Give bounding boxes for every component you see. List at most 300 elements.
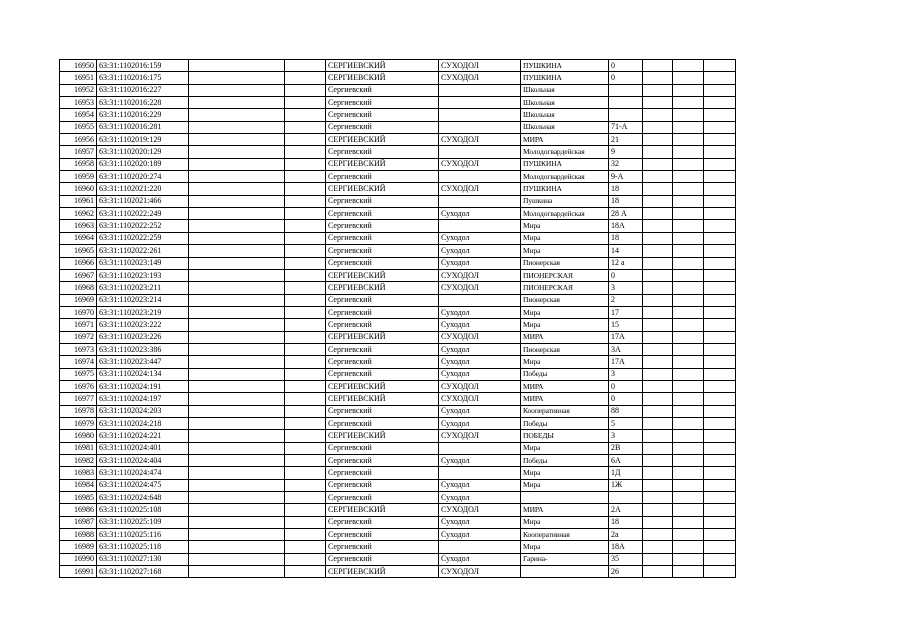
district-cell: Сергиевский bbox=[326, 232, 439, 244]
empty-cell bbox=[673, 479, 704, 491]
empty-cell bbox=[704, 171, 736, 183]
cadastral-number: 63:31:1102020:189 bbox=[97, 158, 189, 170]
house-number-cell: 28 А bbox=[609, 208, 643, 220]
empty-cell bbox=[673, 529, 704, 541]
house-number-cell: 2А bbox=[609, 504, 643, 516]
empty-cell bbox=[285, 479, 326, 491]
empty-cell bbox=[285, 442, 326, 454]
district-cell: СЕРГИЕВСКИЙ bbox=[326, 331, 439, 343]
empty-cell bbox=[643, 195, 673, 207]
empty-cell bbox=[673, 380, 704, 392]
empty-cell bbox=[673, 97, 704, 109]
district-cell: Сергиевский bbox=[326, 84, 439, 96]
empty-cell bbox=[673, 417, 704, 429]
street-cell: Мира bbox=[521, 306, 609, 318]
empty-cell bbox=[704, 467, 736, 479]
empty-cell bbox=[643, 306, 673, 318]
street-cell: Гарина- bbox=[521, 553, 609, 565]
table-row bbox=[60, 430, 736, 442]
empty-cell bbox=[189, 393, 285, 405]
street-cell: Мира bbox=[521, 479, 609, 491]
table-row bbox=[60, 566, 736, 578]
cadastral-number: 63:31:1102016:175 bbox=[97, 72, 189, 84]
house-number-cell bbox=[609, 109, 643, 121]
empty-cell bbox=[673, 343, 704, 355]
empty-cell bbox=[643, 60, 673, 72]
locality-cell: Суходол bbox=[439, 319, 521, 331]
cadastral-number: 63:31:1102016:228 bbox=[97, 97, 189, 109]
cadastral-number: 63:31:1102021:466 bbox=[97, 195, 189, 207]
empty-cell bbox=[643, 171, 673, 183]
district-cell: СЕРГИЕВСКИЙ bbox=[326, 430, 439, 442]
house-number-cell bbox=[609, 84, 643, 96]
empty-cell bbox=[285, 393, 326, 405]
row-number: 16979 bbox=[60, 417, 97, 429]
cadastral-number: 63:31:1102025:108 bbox=[97, 504, 189, 516]
empty-cell bbox=[285, 109, 326, 121]
cadastral-number: 63:31:1102024:191 bbox=[97, 380, 189, 392]
empty-cell bbox=[189, 183, 285, 195]
empty-cell bbox=[673, 195, 704, 207]
empty-cell bbox=[285, 134, 326, 146]
locality-cell bbox=[439, 121, 521, 133]
locality-cell: СУХОДОЛ bbox=[439, 269, 521, 281]
empty-cell bbox=[189, 171, 285, 183]
row-number: 16964 bbox=[60, 232, 97, 244]
district-cell: Сергиевский bbox=[326, 294, 439, 306]
empty-cell bbox=[643, 356, 673, 368]
district-cell: СЕРГИЕВСКИЙ bbox=[326, 393, 439, 405]
locality-cell: Суходол bbox=[439, 343, 521, 355]
empty-cell bbox=[704, 553, 736, 565]
locality-cell: СУХОДОЛ bbox=[439, 331, 521, 343]
empty-cell bbox=[643, 442, 673, 454]
table-row bbox=[60, 220, 736, 232]
row-number: 16970 bbox=[60, 306, 97, 318]
row-number: 16985 bbox=[60, 492, 97, 504]
empty-cell bbox=[704, 417, 736, 429]
empty-cell bbox=[673, 72, 704, 84]
table-row bbox=[60, 232, 736, 244]
house-number-cell: 3 bbox=[609, 368, 643, 380]
empty-cell bbox=[704, 134, 736, 146]
street-cell: Мира bbox=[521, 467, 609, 479]
empty-cell bbox=[643, 245, 673, 257]
empty-cell bbox=[189, 97, 285, 109]
locality-cell: Суходол bbox=[439, 516, 521, 528]
district-cell: Сергиевский bbox=[326, 479, 439, 491]
empty-cell bbox=[643, 516, 673, 528]
empty-cell bbox=[285, 306, 326, 318]
row-number: 16986 bbox=[60, 504, 97, 516]
empty-cell bbox=[189, 72, 285, 84]
house-number-cell: 5 bbox=[609, 417, 643, 429]
house-number-cell: 12 а bbox=[609, 257, 643, 269]
empty-cell bbox=[189, 306, 285, 318]
house-number-cell bbox=[609, 492, 643, 504]
district-cell: Сергиевский bbox=[326, 368, 439, 380]
locality-cell: СУХОДОЛ bbox=[439, 134, 521, 146]
table-row bbox=[60, 84, 736, 96]
empty-cell bbox=[285, 97, 326, 109]
empty-cell bbox=[643, 319, 673, 331]
cadastral-number: 63:31:1102023:386 bbox=[97, 343, 189, 355]
empty-cell bbox=[643, 393, 673, 405]
empty-cell bbox=[285, 245, 326, 257]
street-cell: Мира bbox=[521, 442, 609, 454]
street-cell: ПУШКИНА bbox=[521, 72, 609, 84]
district-cell: Сергиевский bbox=[326, 541, 439, 553]
row-number: 16965 bbox=[60, 245, 97, 257]
street-cell: МИРА bbox=[521, 331, 609, 343]
empty-cell bbox=[643, 109, 673, 121]
row-number: 16951 bbox=[60, 72, 97, 84]
empty-cell bbox=[189, 380, 285, 392]
empty-cell bbox=[189, 504, 285, 516]
table-row bbox=[60, 380, 736, 392]
locality-cell: СУХОДОЛ bbox=[439, 393, 521, 405]
house-number-cell: 26 bbox=[609, 566, 643, 578]
empty-cell bbox=[704, 183, 736, 195]
empty-cell bbox=[285, 282, 326, 294]
empty-cell bbox=[643, 479, 673, 491]
house-number-cell: 32 bbox=[609, 158, 643, 170]
empty-cell bbox=[285, 269, 326, 281]
empty-cell bbox=[285, 232, 326, 244]
empty-cell bbox=[189, 195, 285, 207]
locality-cell bbox=[439, 97, 521, 109]
cadastral-number: 63:31:1102027:168 bbox=[97, 566, 189, 578]
district-cell: Сергиевский bbox=[326, 257, 439, 269]
street-cell: Мира bbox=[521, 356, 609, 368]
cadastral-number: 63:31:1102022:259 bbox=[97, 232, 189, 244]
empty-cell bbox=[673, 516, 704, 528]
house-number-cell: 2а bbox=[609, 529, 643, 541]
street-cell: Школьная bbox=[521, 121, 609, 133]
cadastral-number: 63:31:1102024:475 bbox=[97, 479, 189, 491]
empty-cell bbox=[189, 331, 285, 343]
cadastral-number: 63:31:1102016:159 bbox=[97, 60, 189, 72]
district-cell: Сергиевский bbox=[326, 553, 439, 565]
empty-cell bbox=[704, 60, 736, 72]
empty-cell bbox=[704, 356, 736, 368]
row-number: 16961 bbox=[60, 195, 97, 207]
locality-cell: СУХОДОЛ bbox=[439, 380, 521, 392]
table-row bbox=[60, 343, 736, 355]
empty-cell bbox=[673, 183, 704, 195]
street-cell: Мира bbox=[521, 232, 609, 244]
empty-cell bbox=[285, 553, 326, 565]
street-cell: Мира bbox=[521, 516, 609, 528]
row-number: 16958 bbox=[60, 158, 97, 170]
house-number-cell: 6А bbox=[609, 455, 643, 467]
empty-cell bbox=[285, 208, 326, 220]
empty-cell bbox=[189, 368, 285, 380]
cadastral-number: 63:31:1102016:281 bbox=[97, 121, 189, 133]
empty-cell bbox=[189, 121, 285, 133]
locality-cell: СУХОДОЛ bbox=[439, 504, 521, 516]
empty-cell bbox=[643, 430, 673, 442]
street-cell: Пушкина bbox=[521, 195, 609, 207]
empty-cell bbox=[673, 109, 704, 121]
empty-cell bbox=[285, 516, 326, 528]
row-number: 16950 bbox=[60, 60, 97, 72]
street-cell: МИРА bbox=[521, 393, 609, 405]
district-cell: Сергиевский bbox=[326, 245, 439, 257]
locality-cell bbox=[439, 294, 521, 306]
street-cell: Школьная bbox=[521, 109, 609, 121]
row-number: 16957 bbox=[60, 146, 97, 158]
empty-cell bbox=[704, 430, 736, 442]
empty-cell bbox=[189, 492, 285, 504]
table-row bbox=[60, 134, 736, 146]
street-cell: ПУШКИНА bbox=[521, 158, 609, 170]
row-number: 16989 bbox=[60, 541, 97, 553]
empty-cell bbox=[189, 405, 285, 417]
district-cell: Сергиевский bbox=[326, 306, 439, 318]
empty-cell bbox=[643, 467, 673, 479]
table-row bbox=[60, 121, 736, 133]
empty-cell bbox=[189, 467, 285, 479]
house-number-cell: 14 bbox=[609, 245, 643, 257]
house-number-cell: 0 bbox=[609, 60, 643, 72]
empty-cell bbox=[285, 430, 326, 442]
district-cell: СЕРГИЕВСКИЙ bbox=[326, 183, 439, 195]
table-row bbox=[60, 331, 736, 343]
street-cell: Молодогвардейская bbox=[521, 171, 609, 183]
empty-cell bbox=[643, 84, 673, 96]
empty-cell bbox=[189, 60, 285, 72]
street-cell: Мира bbox=[521, 319, 609, 331]
district-cell: Сергиевский bbox=[326, 516, 439, 528]
house-number-cell: 2 bbox=[609, 294, 643, 306]
table-row bbox=[60, 393, 736, 405]
empty-cell bbox=[704, 380, 736, 392]
locality-cell: Суходол bbox=[439, 405, 521, 417]
street-cell: Победы bbox=[521, 368, 609, 380]
empty-cell bbox=[285, 146, 326, 158]
empty-cell bbox=[643, 492, 673, 504]
street-cell: Пионерская bbox=[521, 257, 609, 269]
empty-cell bbox=[643, 368, 673, 380]
empty-cell bbox=[704, 393, 736, 405]
cadastral-number: 63:31:1102024:218 bbox=[97, 417, 189, 429]
empty-cell bbox=[189, 541, 285, 553]
house-number-cell: 3 bbox=[609, 430, 643, 442]
row-number: 16966 bbox=[60, 257, 97, 269]
empty-cell bbox=[189, 417, 285, 429]
empty-cell bbox=[673, 356, 704, 368]
table-row bbox=[60, 109, 736, 121]
district-cell: Сергиевский bbox=[326, 171, 439, 183]
cadastral-number: 63:31:1102024:648 bbox=[97, 492, 189, 504]
house-number-cell: 35 bbox=[609, 553, 643, 565]
empty-cell bbox=[285, 84, 326, 96]
empty-cell bbox=[704, 442, 736, 454]
locality-cell: Суходол bbox=[439, 245, 521, 257]
table-row bbox=[60, 319, 736, 331]
empty-cell bbox=[643, 183, 673, 195]
street-cell: ПУШКИНА bbox=[521, 60, 609, 72]
locality-cell: Суходол bbox=[439, 257, 521, 269]
empty-cell bbox=[704, 566, 736, 578]
empty-cell bbox=[189, 232, 285, 244]
empty-cell bbox=[673, 220, 704, 232]
cadastral-number: 63:31:1102022:249 bbox=[97, 208, 189, 220]
table-row bbox=[60, 541, 736, 553]
table-row bbox=[60, 146, 736, 158]
empty-cell bbox=[704, 146, 736, 158]
empty-cell bbox=[643, 257, 673, 269]
street-cell bbox=[521, 566, 609, 578]
locality-cell: СУХОДОЛ bbox=[439, 72, 521, 84]
district-cell: Сергиевский bbox=[326, 529, 439, 541]
cadastral-number: 63:31:1102023:226 bbox=[97, 331, 189, 343]
locality-cell: Суходол bbox=[439, 492, 521, 504]
house-number-cell: 0 bbox=[609, 393, 643, 405]
district-cell: Сергиевский bbox=[326, 121, 439, 133]
empty-cell bbox=[673, 208, 704, 220]
row-number: 16962 bbox=[60, 208, 97, 220]
street-cell: ПИОНЕРСКАЯ bbox=[521, 269, 609, 281]
table-row bbox=[60, 479, 736, 491]
empty-cell bbox=[643, 553, 673, 565]
cadastral-number: 63:31:1102025:118 bbox=[97, 541, 189, 553]
row-number: 16963 bbox=[60, 220, 97, 232]
street-cell: Пионерская bbox=[521, 294, 609, 306]
empty-cell bbox=[643, 269, 673, 281]
house-number-cell: 15 bbox=[609, 319, 643, 331]
row-number: 16977 bbox=[60, 393, 97, 405]
empty-cell bbox=[189, 109, 285, 121]
locality-cell bbox=[439, 195, 521, 207]
empty-cell bbox=[189, 245, 285, 257]
street-cell: Школьная bbox=[521, 97, 609, 109]
cadastral-number: 63:31:1102024:134 bbox=[97, 368, 189, 380]
empty-cell bbox=[285, 368, 326, 380]
row-number: 16959 bbox=[60, 171, 97, 183]
table-row bbox=[60, 282, 736, 294]
cadastral-number: 63:31:1102023:193 bbox=[97, 269, 189, 281]
empty-cell bbox=[704, 331, 736, 343]
district-cell: СЕРГИЕВСКИЙ bbox=[326, 60, 439, 72]
empty-cell bbox=[704, 109, 736, 121]
locality-cell: СУХОДОЛ bbox=[439, 60, 521, 72]
empty-cell bbox=[285, 529, 326, 541]
row-number: 16990 bbox=[60, 553, 97, 565]
empty-cell bbox=[189, 282, 285, 294]
table-row bbox=[60, 529, 736, 541]
row-number: 16981 bbox=[60, 442, 97, 454]
district-cell: СЕРГИЕВСКИЙ bbox=[326, 380, 439, 392]
empty-cell bbox=[643, 146, 673, 158]
empty-cell bbox=[285, 171, 326, 183]
locality-cell: СУХОДОЛ bbox=[439, 566, 521, 578]
table-row bbox=[60, 455, 736, 467]
locality-cell: Суходол bbox=[439, 479, 521, 491]
locality-cell: Суходол bbox=[439, 232, 521, 244]
house-number-cell: 88 bbox=[609, 405, 643, 417]
district-cell: Сергиевский bbox=[326, 208, 439, 220]
empty-cell bbox=[673, 294, 704, 306]
empty-cell bbox=[673, 158, 704, 170]
district-cell: Сергиевский bbox=[326, 356, 439, 368]
row-number: 16980 bbox=[60, 430, 97, 442]
house-number-cell: 18А bbox=[609, 220, 643, 232]
district-cell: СЕРГИЕВСКИЙ bbox=[326, 158, 439, 170]
locality-cell bbox=[439, 84, 521, 96]
empty-cell bbox=[643, 504, 673, 516]
empty-cell bbox=[643, 380, 673, 392]
empty-cell bbox=[189, 158, 285, 170]
cadastral-number: 63:31:1102021:220 bbox=[97, 183, 189, 195]
empty-cell bbox=[704, 529, 736, 541]
empty-cell bbox=[673, 171, 704, 183]
district-cell: Сергиевский bbox=[326, 442, 439, 454]
house-number-cell bbox=[609, 97, 643, 109]
street-cell: МИРА bbox=[521, 380, 609, 392]
empty-cell bbox=[673, 282, 704, 294]
empty-cell bbox=[673, 504, 704, 516]
cadastral-number: 63:31:1102016:229 bbox=[97, 109, 189, 121]
table-row bbox=[60, 60, 736, 72]
district-cell: СЕРГИЕВСКИЙ bbox=[326, 282, 439, 294]
empty-cell bbox=[643, 455, 673, 467]
street-cell: Молодогвардейская bbox=[521, 146, 609, 158]
locality-cell bbox=[439, 146, 521, 158]
empty-cell bbox=[643, 343, 673, 355]
locality-cell: СУХОДОЛ bbox=[439, 282, 521, 294]
empty-cell bbox=[673, 134, 704, 146]
empty-cell bbox=[285, 356, 326, 368]
empty-cell bbox=[704, 121, 736, 133]
cadastral-number: 63:31:1102020:274 bbox=[97, 171, 189, 183]
row-number: 16968 bbox=[60, 282, 97, 294]
empty-cell bbox=[189, 269, 285, 281]
table-row bbox=[60, 158, 736, 170]
empty-cell bbox=[189, 430, 285, 442]
empty-cell bbox=[189, 442, 285, 454]
empty-cell bbox=[673, 60, 704, 72]
empty-cell bbox=[285, 541, 326, 553]
empty-cell bbox=[189, 257, 285, 269]
empty-cell bbox=[673, 467, 704, 479]
empty-cell bbox=[673, 306, 704, 318]
empty-cell bbox=[673, 257, 704, 269]
empty-cell bbox=[643, 529, 673, 541]
district-cell: Сергиевский bbox=[326, 492, 439, 504]
house-number-cell: 18А bbox=[609, 541, 643, 553]
row-number: 16988 bbox=[60, 529, 97, 541]
empty-cell bbox=[643, 331, 673, 343]
table-row bbox=[60, 467, 736, 479]
empty-cell bbox=[643, 134, 673, 146]
empty-cell bbox=[643, 97, 673, 109]
locality-cell bbox=[439, 541, 521, 553]
table-row bbox=[60, 306, 736, 318]
empty-cell bbox=[189, 146, 285, 158]
house-number-cell: 18 bbox=[609, 516, 643, 528]
table-row bbox=[60, 183, 736, 195]
cadastral-number: 63:31:1102025:109 bbox=[97, 516, 189, 528]
street-cell: Победы bbox=[521, 455, 609, 467]
district-cell: Сергиевский bbox=[326, 343, 439, 355]
empty-cell bbox=[704, 72, 736, 84]
cadastral-number: 63:31:1102023:211 bbox=[97, 282, 189, 294]
empty-cell bbox=[643, 294, 673, 306]
house-number-cell: 18 bbox=[609, 232, 643, 244]
empty-cell bbox=[704, 208, 736, 220]
